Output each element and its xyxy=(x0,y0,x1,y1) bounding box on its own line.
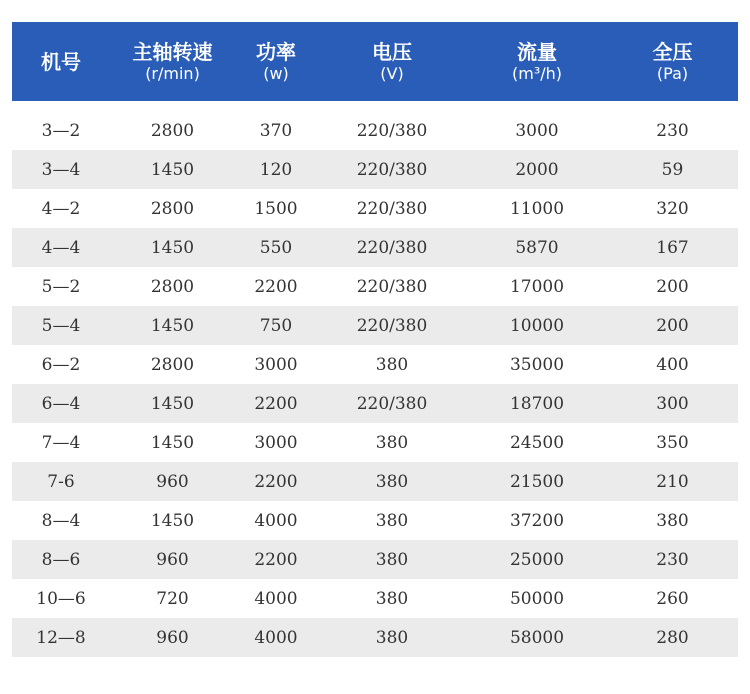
cell-voltage: 380 xyxy=(375,510,409,531)
cell-flow: 3000 xyxy=(515,120,559,141)
cell-flow: 21500 xyxy=(509,471,565,492)
cell-power: 4000 xyxy=(254,588,298,609)
cell-speed: 960 xyxy=(156,549,189,570)
cell-speed: 1450 xyxy=(150,393,195,414)
cell-model: 4—4 xyxy=(41,237,81,258)
cell-flow: 58000 xyxy=(509,627,565,648)
cell-voltage: 380 xyxy=(375,588,409,609)
spacer-cell xyxy=(12,101,738,111)
cell-model: 5—4 xyxy=(41,315,81,336)
cell-flow: 18700 xyxy=(509,393,565,414)
cell-voltage: 380 xyxy=(375,627,409,648)
cell-voltage: 380 xyxy=(375,549,409,570)
header-flow xyxy=(467,22,607,101)
spec-table xyxy=(12,22,738,657)
cell-pressure: 300 xyxy=(656,393,689,414)
header-speed xyxy=(110,22,235,101)
table-header xyxy=(12,22,738,101)
cell-voltage: 220/380 xyxy=(356,237,428,258)
cell-speed: 960 xyxy=(156,471,189,492)
cell-flow: 35000 xyxy=(509,354,565,375)
cell-power: 1500 xyxy=(254,198,298,219)
cell-flow: 10000 xyxy=(509,315,565,336)
cell-power: 3000 xyxy=(254,432,298,453)
cell-pressure: 280 xyxy=(656,627,689,648)
cell-speed: 720 xyxy=(156,588,189,609)
cell-flow: 2000 xyxy=(515,159,559,180)
cell-model: 3—2 xyxy=(41,120,81,141)
header-speed-unit: (r/min) xyxy=(145,63,200,83)
header-flow-unit: (m³/h) xyxy=(511,63,562,83)
cell-flow: 50000 xyxy=(509,588,565,609)
cell-model: 12—8 xyxy=(36,627,86,648)
cell-pressure: 200 xyxy=(656,315,689,336)
cell-power: 2200 xyxy=(254,393,298,414)
cell-voltage: 220/380 xyxy=(356,120,428,141)
header-power-unit: (w) xyxy=(263,63,289,83)
cell-voltage: 220/380 xyxy=(356,198,428,219)
table-row xyxy=(12,150,738,189)
header-pressure-unit: (Pa) xyxy=(656,63,689,83)
cell-pressure: 230 xyxy=(656,549,689,570)
table-row xyxy=(12,345,738,384)
header-voltage-label: 电压 xyxy=(372,39,412,64)
cell-model: 3—4 xyxy=(41,159,81,180)
cell-pressure: 260 xyxy=(656,588,689,609)
cell-pressure: 320 xyxy=(656,198,689,219)
cell-pressure: 350 xyxy=(656,432,689,453)
cell-model: 8—4 xyxy=(41,510,81,531)
header-row xyxy=(12,22,738,101)
cell-speed: 2800 xyxy=(150,120,195,141)
cell-speed: 1450 xyxy=(150,315,195,336)
cell-power: 750 xyxy=(259,315,293,336)
cell-power: 4000 xyxy=(254,627,298,648)
table-row xyxy=(12,501,738,540)
cell-pressure: 200 xyxy=(656,276,689,297)
table-row xyxy=(12,306,738,345)
header-model-label: 机号 xyxy=(41,49,81,74)
cell-model: 6—2 xyxy=(41,354,81,375)
cell-voltage: 380 xyxy=(375,432,409,453)
cell-pressure: 230 xyxy=(656,120,689,141)
cell-model: 7—4 xyxy=(41,432,81,453)
cell-model: 5—2 xyxy=(41,276,81,297)
cell-voltage: 220/380 xyxy=(356,393,428,414)
table-row xyxy=(12,384,738,423)
header-voltage xyxy=(317,22,467,101)
cell-power: 120 xyxy=(259,159,293,180)
table-row xyxy=(12,618,738,657)
cell-pressure: 400 xyxy=(656,354,689,375)
cell-model: 10—6 xyxy=(36,588,86,609)
cell-flow: 5870 xyxy=(515,237,559,258)
table-row xyxy=(12,579,738,618)
cell-power: 2200 xyxy=(254,471,298,492)
cell-voltage: 380 xyxy=(375,354,409,375)
table-body xyxy=(12,101,738,657)
cell-flow: 37200 xyxy=(509,510,565,531)
table-row xyxy=(12,189,738,228)
cell-model: 6—4 xyxy=(41,393,81,414)
cell-speed: 2800 xyxy=(150,198,195,219)
cell-pressure: 380 xyxy=(656,510,689,531)
table-row xyxy=(12,228,738,267)
table-row xyxy=(12,267,738,306)
header-speed-label: 主轴转速 xyxy=(132,39,213,64)
cell-speed: 1450 xyxy=(150,237,195,258)
table-row xyxy=(12,423,738,462)
cell-flow: 11000 xyxy=(509,198,565,219)
header-model xyxy=(12,22,110,101)
cell-power: 550 xyxy=(259,237,293,258)
header-power xyxy=(235,22,317,101)
cell-flow: 17000 xyxy=(509,276,565,297)
header-pressure-label: 全压 xyxy=(652,39,693,64)
cell-power: 2200 xyxy=(254,549,298,570)
cell-model: 8—6 xyxy=(41,549,81,570)
table-spacer xyxy=(12,101,738,111)
header-flow-label: 流量 xyxy=(517,39,557,64)
table-row xyxy=(12,462,738,501)
cell-power: 2200 xyxy=(254,276,298,297)
cell-power: 3000 xyxy=(254,354,298,375)
cell-voltage: 220/380 xyxy=(356,276,428,297)
cell-power: 4000 xyxy=(254,510,298,531)
header-pressure xyxy=(607,22,738,101)
cell-model: 4—2 xyxy=(41,198,81,219)
cell-voltage: 380 xyxy=(375,471,409,492)
cell-speed: 1450 xyxy=(150,159,195,180)
cell-pressure: 59 xyxy=(661,159,684,180)
cell-speed: 2800 xyxy=(150,354,195,375)
cell-voltage: 220/380 xyxy=(356,159,428,180)
cell-pressure: 210 xyxy=(656,471,689,492)
cell-flow: 24500 xyxy=(509,432,565,453)
header-voltage-unit: (V) xyxy=(380,63,404,83)
header-power-label: 功率 xyxy=(256,39,296,64)
cell-power: 370 xyxy=(259,120,293,141)
cell-model: 7-6 xyxy=(47,471,75,492)
cell-speed: 1450 xyxy=(150,432,195,453)
table-row xyxy=(12,540,738,579)
cell-speed: 960 xyxy=(156,627,189,648)
cell-flow: 25000 xyxy=(509,549,565,570)
cell-pressure: 167 xyxy=(656,237,689,258)
cell-speed: 1450 xyxy=(150,510,195,531)
table-row xyxy=(12,111,738,150)
cell-voltage: 220/380 xyxy=(356,315,428,336)
cell-speed: 2800 xyxy=(150,276,195,297)
